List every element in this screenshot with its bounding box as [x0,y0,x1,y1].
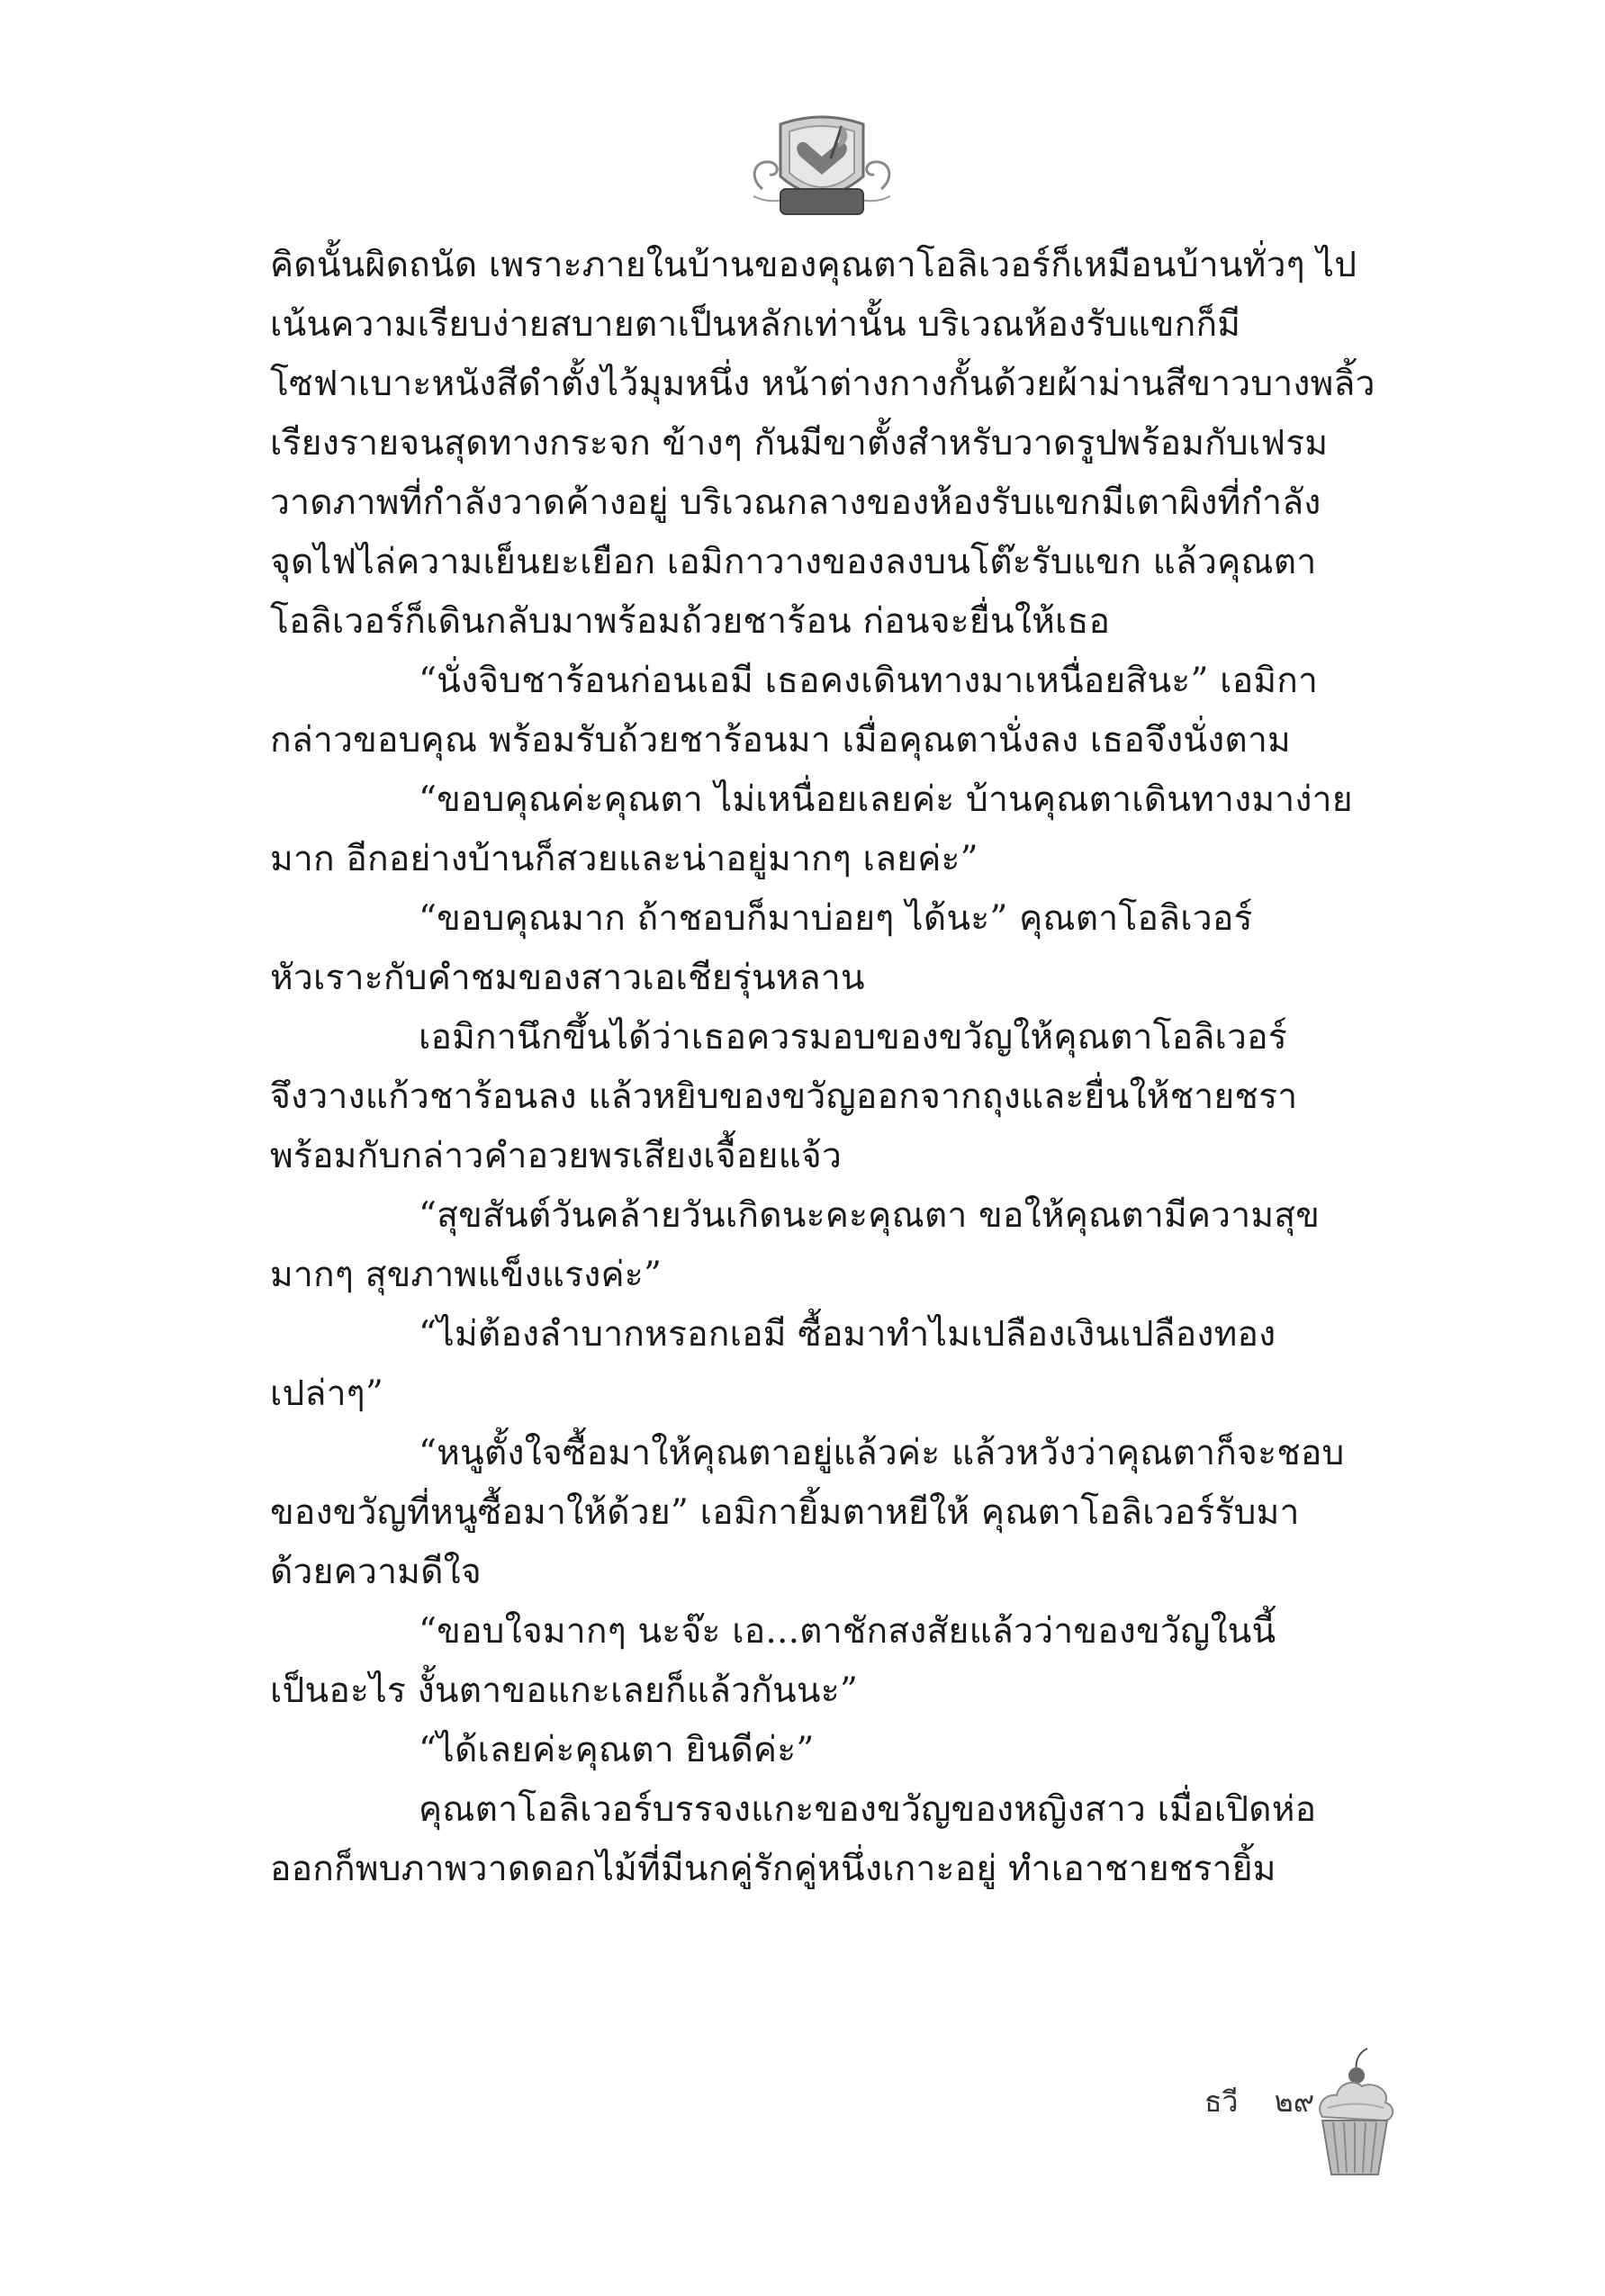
book-title: ธวี [1204,2084,1239,2119]
text-line: คิดนั้นผิดถนัด เพราะภายในบ้านของคุณตาโอลิเวอร์ก็เหมือนบ้านทั่วๆ ไป [270,245,1357,285]
text-line: “ขอบคุณมาก ถ้าชอบก็มาบ่อยๆ ได้นะ” คุณตาโอลิเวอร์ [419,898,1253,939]
text-line: ออกก็พบภาพวาดดอกไม้ที่มีนกคู่รักคู่หนึ่งเกาะอยู่ ทำเอาชายชรายิ้ม [270,1849,1276,1889]
text-line: วาดภาพที่กำลังวาดค้างอยู่ บริเวณกลางของห้องรับแขกมีเตาผิงที่กำลัง [270,482,1321,523]
text-line: จุดไฟไล่ความเย็นยะเยือก เอมิกาวางของลงบนโต๊ะรับแขก แล้วคุณตา [270,542,1317,582]
header-logo [744,106,899,223]
text-line: หัวเราะกับคำชมของสาวเอเชียรุ่นหลาน [270,958,865,998]
text-line: เปล่าๆ” [270,1373,383,1414]
text-line: “ไม่ต้องลำบากหรอกเอมี ซื้อมาทำไมเปลืองเงินเปลืองทอง [419,1314,1276,1355]
text-line: ของขวัญที่หนูซื้อมาให้ด้วย” เอมิกายิ้มตาหยีให้ คุณตาโอลิเวอร์รับมา [270,1492,1300,1533]
text-line: โซฟาเบาะหนังสีดำตั้งไว้มุมหนึ่ง หน้าต่างกางกั้นด้วยผ้าม่านสีขาวบางพลิ้ว [270,364,1375,404]
text-line: เอมิกานึกขึ้นได้ว่าเธอควรมอบของขวัญให้คุณตาโอลิเวอร์ [419,1017,1287,1058]
text-line: คุณตาโอลิเวอร์บรรจงแกะของขวัญของหญิงสาว เมื่อเปิดห่อ [419,1789,1317,1830]
text-line: มาก อีกอย่างบ้านก็สวยและน่าอยู่มากๆ เลยค่ะ” [270,839,978,879]
ornament-emblem-icon [744,106,899,223]
text-line: จึงวางแก้วชาร้อนลง แล้วหยิบของขวัญออกจากถุงและยื่นให้ชายชรา [270,1076,1298,1117]
text-line: โอลิเวอร์ก็เดินกลับมาพร้อมถ้วยชาร้อน ก่อนจะยื่นให้เธอ [270,601,1111,642]
text-line: มากๆ สุขภาพแข็งแรงค่ะ” [270,1255,663,1295]
text-line: “สุขสันต์วันคล้ายวันเกิดนะคะคุณตา ขอให้คุณตามีความสุข [419,1195,1321,1236]
paragraph [270,236,1382,1899]
text-line: เรียงรายจนสุดทางกระจก ข้างๆ กันมีขาตั้งสำหรับวาดรูปพร้อมกับเฟรม [270,423,1329,464]
page-number: ๒๙ [1274,2084,1315,2119]
text-line: พร้อมกับกล่าวคำอวยพรเสียงเจื้อยแจ้ว [270,1136,843,1176]
cupcake-icon [1310,2043,1400,2178]
text-line: เน้นความเรียบง่ายสบายตาเป็นหลักเท่านั้น บริเวณห้องรับแขกก็มี [270,304,1241,345]
text-line: “ได้เลยค่ะคุณตา ยินดีค่ะ” [419,1730,815,1770]
text-line: กล่าวขอบคุณ พร้อมรับถ้วยชาร้อนมา เมื่อคุณตานั่งลง เธอจึงนั่งตาม [270,720,1291,761]
text-line: เป็นอะไร งั้นตาขอแกะเลยก็แล้วกันนะ” [270,1670,859,1711]
text-line: “นั่งจิบชาร้อนก่อนเอมี เธอคงเดินทางมาเหนื่อยสินะ” เอมิกา [419,661,1319,701]
text-line: “หนูตั้งใจซื้อมาให้คุณตาอยู่แล้วค่ะ แล้วหวังว่าคุณตาก็จะชอบ [419,1433,1345,1473]
text-line: ด้วยความดีใจ [270,1552,482,1592]
text-line: “ขอบคุณค่ะคุณตา ไม่เหนื่อยเลยค่ะ บ้านคุณตาเดินทางมาง่าย [419,779,1353,820]
text-line: “ขอบใจมากๆ นะจ๊ะ เอ...ตาชักสงสัยแล้วว่าของขวัญในนี้ [419,1611,1276,1652]
